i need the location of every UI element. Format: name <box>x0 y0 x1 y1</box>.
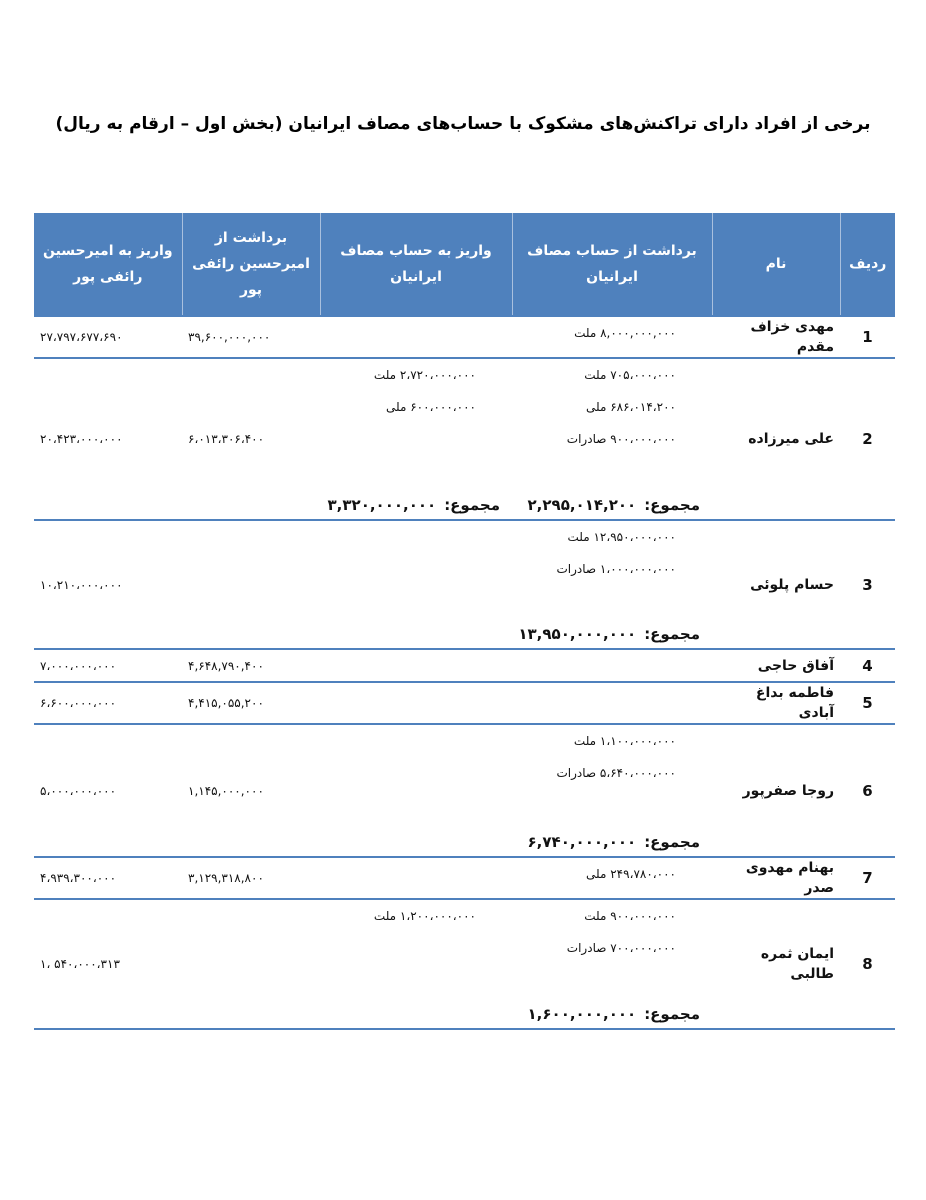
deposit-cell <box>320 316 512 358</box>
withdraw-cell-line: ۱،۰۰۰،۰۰۰،۰۰۰ صادرات <box>556 562 676 576</box>
row-index: 7 <box>840 857 895 899</box>
header-name: نام <box>712 213 840 316</box>
row-name: علی میرزاده <box>712 358 840 520</box>
row-name: آفاق حاجی <box>712 649 840 682</box>
sum-label: مجموع: <box>444 496 500 514</box>
withdraw-cell-line: ۵،۶۴۰،۰۰۰،۰۰۰ صادرات <box>556 766 676 780</box>
withdraw-amir-cell: ۱,۱۴۵,۰۰۰,۰۰۰ <box>182 724 320 857</box>
deposit-amir-cell: ۲۰،۴۲۳،۰۰۰،۰۰۰ <box>34 358 182 520</box>
row-name: حسام پلوئی <box>712 520 840 649</box>
sum-label: مجموع: <box>644 833 700 851</box>
withdraw-cell-line: ۹۰۰،۰۰۰،۰۰۰ صادرات <box>566 432 676 446</box>
deposit-amir-cell: ۴،۹۳۹،۳۰۰،۰۰۰ <box>34 857 182 899</box>
withdraw-cell-line: ۹۰۰،۰۰۰،۰۰۰ ملت <box>584 909 676 923</box>
deposit-amir-cell: ۷،۰۰۰،۰۰۰،۰۰۰ <box>34 649 182 682</box>
withdraw-cell <box>512 316 712 358</box>
withdraw-cell-sum <box>528 1004 700 1024</box>
sum-label: مجموع: <box>644 1005 700 1023</box>
table-row <box>34 316 895 358</box>
withdraw-cell <box>512 724 712 857</box>
deposit-cell-line: ۱،۲۰۰،۰۰۰،۰۰۰ ملت <box>373 909 476 923</box>
withdraw-cell <box>512 649 712 682</box>
withdraw-cell <box>512 358 712 520</box>
withdraw-cell-line: ۶۸۶،۰۱۴،۲۰۰ ملی <box>586 400 676 414</box>
withdraw-cell-line: ۱۲،۹۵۰،۰۰۰،۰۰۰ ملت <box>567 530 676 544</box>
withdraw-cell-line: ۲۴۹،۷۸۰،۰۰۰ ملی <box>586 867 676 881</box>
deposit-cell <box>320 358 512 520</box>
withdraw-cell-sum <box>528 495 700 515</box>
withdraw-amir-cell: ۳۹,۶۰۰,۰۰۰,۰۰۰ <box>182 316 320 358</box>
deposit-cell <box>320 649 512 682</box>
deposit-amir-cell: ۱۰،۲۱۰،۰۰۰،۰۰۰ <box>34 520 182 649</box>
deposit-amir-cell: ۵،۰۰۰،۰۰۰،۰۰۰ <box>34 724 182 857</box>
row-name: فاطمه بداغ آبادی <box>712 682 840 724</box>
withdraw-cell-sum <box>518 624 700 644</box>
row-name: روجا صفرپور <box>712 724 840 857</box>
table-row <box>34 520 895 649</box>
withdraw-cell <box>512 520 712 649</box>
deposit-cell <box>320 520 512 649</box>
withdraw-amir-cell: ۴,۴۱۵,۰۵۵,۲۰۰ <box>182 682 320 724</box>
withdraw-cell-line: ۷۰۵،۰۰۰،۰۰۰ ملت <box>584 368 676 382</box>
deposit-amir-cell: ۱، ۵۴۰،۰۰۰،۳۱۳ <box>34 899 182 1029</box>
table-header-row <box>34 213 895 316</box>
header-deposit: واریز به حساب مصاف ایرانیان <box>320 213 512 316</box>
deposit-cell <box>320 857 512 899</box>
header-withdraw: برداشت از حساب مصاف ایرانیان <box>512 213 712 316</box>
withdraw-amir-cell <box>182 520 320 649</box>
row-name: بهنام مهدوی صدر <box>712 857 840 899</box>
deposit-amir-cell: ۲۷،۷۹۷،۶۷۷،۶۹۰ <box>34 316 182 358</box>
withdraw-cell-sum <box>528 832 700 852</box>
withdraw-amir-cell: ۶،۰۱۳،۳۰۶،۴۰۰ <box>182 358 320 520</box>
row-index: 2 <box>840 358 895 520</box>
withdraw-cell <box>512 857 712 899</box>
row-index: 5 <box>840 682 895 724</box>
sum-value: ۲,۲۹۵,۰۱۴,۲۰۰ <box>527 496 637 514</box>
table-row <box>34 899 895 1029</box>
withdraw-amir-cell: ۴,۶۴۸,۷۹۰,۴۰۰ <box>182 649 320 682</box>
sum-label: مجموع: <box>644 625 700 643</box>
table-row <box>34 724 895 857</box>
sum-value: ۶,۷۴۰,۰۰۰,۰۰۰ <box>527 833 637 851</box>
sum-value: ۱۳,۹۵۰,۰۰۰,۰۰۰ <box>518 625 637 643</box>
table-row <box>34 358 895 520</box>
deposit-cell-sum <box>328 495 500 515</box>
transactions-table <box>34 213 895 1030</box>
withdraw-cell-line: ۱،۱۰۰،۰۰۰،۰۰۰ ملت <box>573 734 676 748</box>
withdraw-cell <box>512 899 712 1029</box>
row-index: 3 <box>840 520 895 649</box>
deposit-cell <box>320 899 512 1029</box>
withdraw-amir-cell <box>182 899 320 1029</box>
row-index: 8 <box>840 899 895 1029</box>
sum-value: ۱,۶۰۰,۰۰۰,۰۰۰ <box>527 1005 637 1023</box>
row-index: 1 <box>840 316 895 358</box>
table-row <box>34 857 895 899</box>
withdraw-cell-line: ۸,۰۰۰,۰۰۰,۰۰۰ ملت <box>574 326 676 340</box>
withdraw-amir-cell: ۳,۱۲۹,۳۱۸,۸۰۰ <box>182 857 320 899</box>
header-deposit-amir: واریز به امیرحسین رائفی پور <box>34 213 182 316</box>
row-name: ایمان ثمره طالبی <box>712 899 840 1029</box>
deposit-amir-cell: ۶،۶۰۰،۰۰۰،۰۰۰ <box>34 682 182 724</box>
row-name: مهدی خزاف مقدم <box>712 316 840 358</box>
withdraw-cell <box>512 682 712 724</box>
table-row <box>34 682 895 724</box>
row-index: 6 <box>840 724 895 857</box>
deposit-cell-line: ۶۰۰،۰۰۰،۰۰۰ ملی <box>386 400 476 414</box>
deposit-cell <box>320 724 512 857</box>
withdraw-cell-line: ۷۰۰،۰۰۰،۰۰۰ صادرات <box>566 941 676 955</box>
row-index: 4 <box>840 649 895 682</box>
deposit-cell <box>320 682 512 724</box>
header-withdraw-amir: برداشت از امیرحسین رائفی پور <box>182 213 320 316</box>
header-idx: ردیف <box>840 213 895 316</box>
sum-value: ۳,۳۲۰,۰۰۰,۰۰۰ <box>327 496 437 514</box>
deposit-cell-line: ۲،۷۲۰،۰۰۰،۰۰۰ ملت <box>373 368 476 382</box>
document-title: برخی از افراد دارای تراکنش‌های مشکوک با حساب‌های مصاف ایرانیان (بخش اول – ارقام به ریال) <box>55 114 871 134</box>
sum-label: مجموع: <box>644 496 700 514</box>
table-row <box>34 649 895 682</box>
